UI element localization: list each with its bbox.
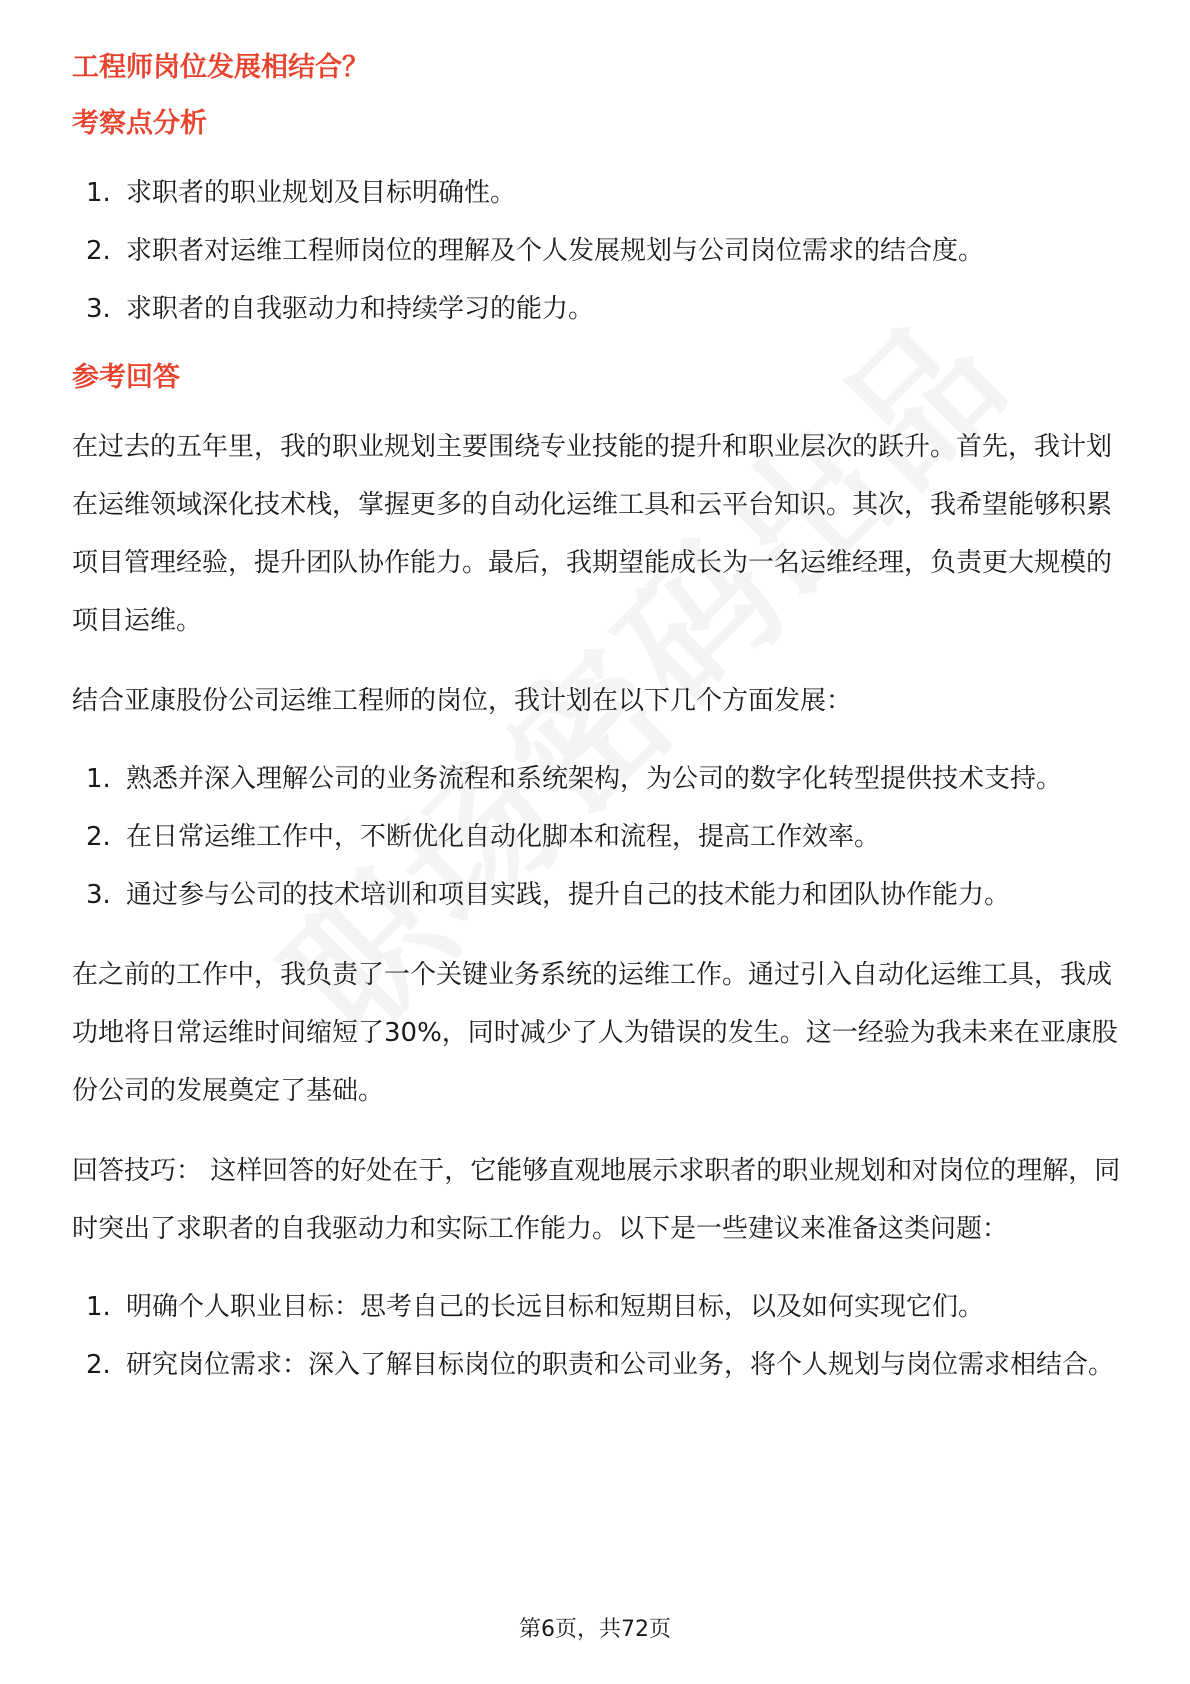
list-item: 1. 熟悉并深入理解公司的业务流程和系统架构，为公司的数字化转型提供技术支持。	[86, 764, 1063, 794]
list-item: 1. 求职者的职业规划及目标明确性。	[86, 178, 517, 208]
list-item: 3. 通过参与公司的技术培训和项目实践，提升自己的技术能力和团队协作能力。	[86, 880, 1011, 910]
answer-paragraph-3: 在之前的工作中，我负责了一个关键业务系统的运维工作。通过引入自动化运维工具，我成功地将日常运维时间缩短了30%，同时减少了人为错误的发生。这一经验为我未来在亚康股份公司的发展奠定了基础。	[72, 960, 1118, 1106]
question-title: 工程师岗位发展相结合？	[72, 52, 369, 83]
analysis-list	[72, 164, 1132, 338]
tips-paragraph: 回答技巧： 这样回答的好处在于，它能够直观地展示求职者的职业规划和对岗位的理解，同时突出了求职者的自我驱动力和实际工作能力。以下是一些建议来准备这类问题：	[72, 1156, 1121, 1244]
plan-list	[72, 750, 1132, 924]
answer-paragraph-1: 在过去的五年里，我的职业规划主要围绕专业技能的提升和职业层次的跃升。首先，我计划在运维领域深化技术栈，掌握更多的自动化运维工具和云平台知识。其次，我希望能够积累项目管理经验，提升团队协作能力。最后，我期望能成长为一名运维经理，负责更大规模的项目运维。	[72, 432, 1113, 636]
tips-list	[72, 1278, 1132, 1394]
answer-heading: 参考回答	[72, 362, 180, 393]
list-item: 3. 求职者的自我驱动力和持续学习的能力。	[86, 294, 595, 324]
list-item: 2. 研究岗位需求：深入了解目标岗位的职责和公司业务，将个人规划与岗位需求相结合。	[86, 1350, 1115, 1380]
list-item: 1. 明确个人职业目标：思考自己的长远目标和短期目标，以及如何实现它们。	[86, 1292, 985, 1322]
content	[72, 48, 1132, 1394]
analysis-heading: 考察点分析	[72, 108, 207, 139]
list-item: 2. 求职者对运维工程师岗位的理解及个人发展规划与公司岗位需求的结合度。	[86, 236, 985, 266]
answer-paragraph-2: 结合亚康股份公司运维工程师的岗位，我计划在以下几个方面发展：	[72, 686, 853, 716]
list-item: 2. 在日常运维工作中，不断优化自动化脚本和流程，提高工作效率。	[86, 822, 881, 852]
page-number: 第6页，共72页	[519, 1617, 671, 1642]
